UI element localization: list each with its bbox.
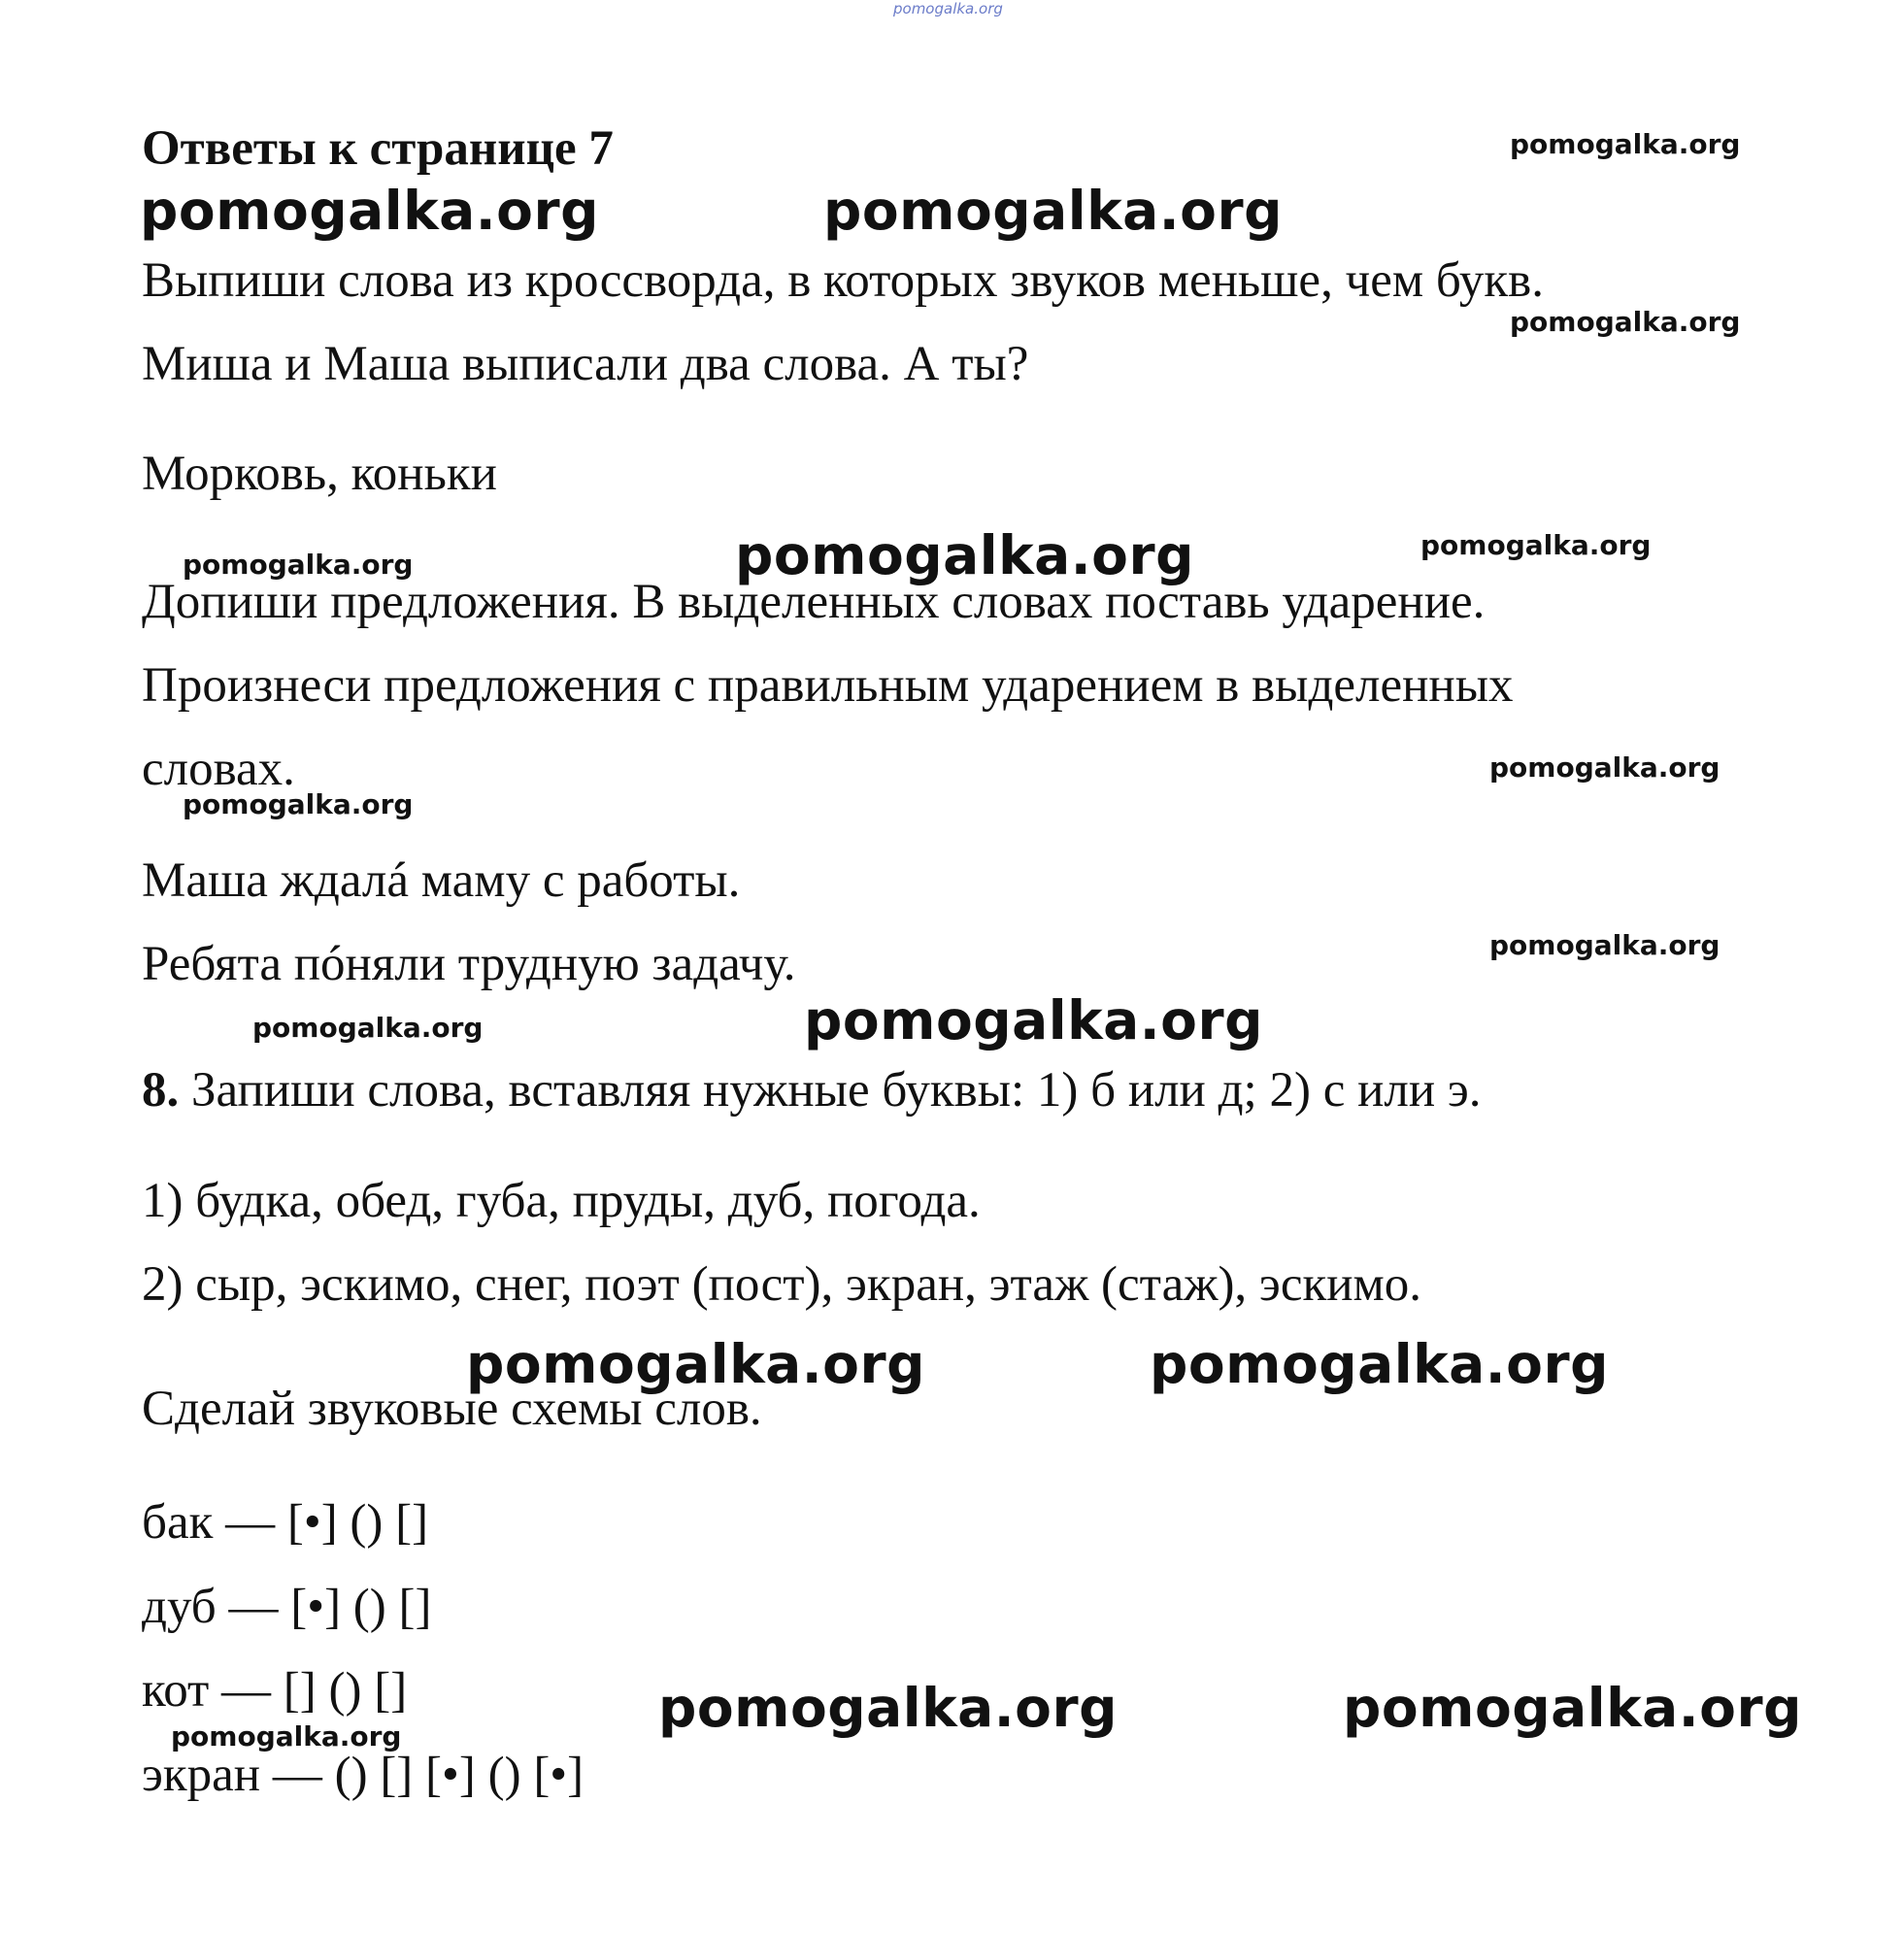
- task2-line2: Произнеси предложения с правильным ударением в выделенных: [142, 658, 1514, 713]
- watermark: pomogalka.org: [1343, 1677, 1802, 1739]
- task4-text: Сделай звуковые схемы слов.: [142, 1382, 762, 1436]
- task1-line2: Миша и Маша выписали два слова. А ты?: [142, 337, 1029, 391]
- sound-scheme: кот — [] () []: [142, 1663, 408, 1718]
- watermark: pomogalka.org: [171, 1720, 402, 1752]
- task3-line: [142, 1063, 1482, 1118]
- watermark: pomogalka.org: [804, 989, 1263, 1051]
- sound-scheme: бак — [•] () []: [142, 1495, 429, 1550]
- task1-line1: Выпиши слова из кроссворда, в которых звуков меньше, чем букв.: [142, 253, 1544, 308]
- watermark: pomogalka.org: [183, 549, 414, 581]
- watermark-top: pomogalka.org: [893, 0, 1003, 17]
- watermark: pomogalka.org: [252, 1012, 484, 1044]
- sound-scheme: дуб — [•] () []: [142, 1580, 432, 1634]
- task3-answer1: 1) будка, обед, губа, пруды, дуб, погода.: [142, 1174, 981, 1228]
- watermark: pomogalka.org: [1510, 128, 1741, 160]
- page-title: Ответы к странице 7: [142, 121, 614, 176]
- task2-line1: Допиши предложения. В выделенных словах поставь ударение.: [142, 575, 1486, 629]
- watermark: pomogalka.org: [1489, 929, 1720, 961]
- task3-answer2: 2) сыр, эскимо, снег, поэт (пост), экран, этаж (стаж), эскимо.: [142, 1257, 1422, 1312]
- watermark: pomogalka.org: [735, 524, 1194, 586]
- watermark: pomogalka.org: [1420, 529, 1652, 561]
- watermark: pomogalka.org: [1489, 751, 1720, 784]
- task2-line3: словах.: [142, 742, 295, 796]
- task-number: 8.: [142, 1063, 180, 1118]
- task2-answer2: Ребята пóняли трудную задачу.: [142, 937, 796, 991]
- watermark: pomogalka.org: [658, 1677, 1118, 1739]
- watermark: pomogalka.org: [140, 180, 599, 242]
- watermark: pomogalka.org: [183, 788, 414, 820]
- watermark: pomogalka.org: [823, 180, 1283, 242]
- watermark: pomogalka.org: [1150, 1333, 1609, 1395]
- task1-answer: Морковь, коньки: [142, 447, 497, 501]
- sound-scheme: экран — () [] [•] () [•]: [142, 1748, 585, 1802]
- watermark: pomogalka.org: [1510, 306, 1741, 338]
- task2-answer1: Маша ждалá маму с работы.: [142, 853, 741, 908]
- task3-text: Запиши слова, вставляя нужные буквы: 1) б или д; 2) с или э.: [191, 1063, 1482, 1118]
- watermark: pomogalka.org: [466, 1333, 925, 1395]
